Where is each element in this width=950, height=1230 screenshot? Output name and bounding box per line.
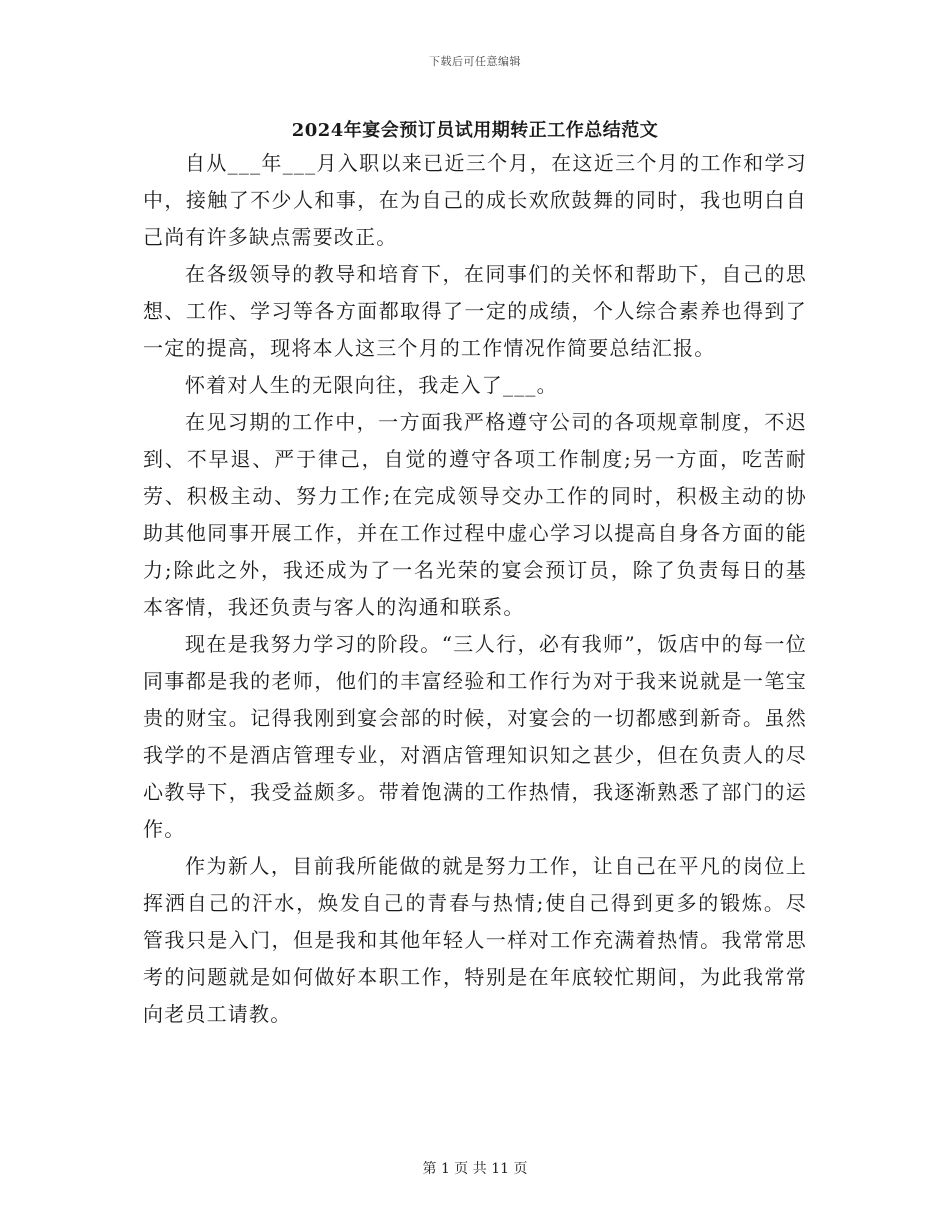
- paragraph-1: 自从___年___月入职以来已近三个月，在这近三个月的工作和学习中，接触了不少人和事，在为自己的成长欢欣鼓舞的同时，我也明白自己尚有许多缺点需要改正。: [143, 151, 807, 249]
- document-title: 2024年宴会预订员试用期转正工作总结范文: [291, 120, 659, 141]
- page-number-footer: 第 1 页 共 11 页: [422, 1161, 528, 1177]
- paragraph-3: 怀着对人生的无限向往，我走入了___。: [185, 373, 558, 397]
- paragraph-2: 在各级领导的教导和培育下，在同事们的关怀和帮助下，自己的思想、工作、学习等各方面都取得了一定的成绩，个人综合素养也得到了一定的提高，现将本人这三个月的工作情况作简要总结汇报。: [143, 262, 807, 360]
- paragraph-4: 在见习期的工作中，一方面我严格遵守公司的各项规章制度，不迟到、不早退、严于律己，自觉的遵守各项工作制度;另一方面，吃苦耐劳、积极主动、努力工作;在完成领导交办工作的同时，积极主动的协助其他同事开展工作，并在工作过程中虚心学习以提高自身各方面的能力;除此之外，我还成为了一名光荣的宴会预订员，除了负责每日的基本客情，我还负责与客人的沟通和联系。: [143, 410, 807, 619]
- header-note: 下载后可任意编辑: [429, 55, 521, 68]
- paragraph-6: 作为新人，目前我所能做的就是努力工作，让自己在平凡的岗位上挥洒自己的汗水，焕发自己的青春与热情;使自己得到更多的锻炼。尽管我只是入门，但是我和其他年轻人一样对工作充满着热情。我常常思考的问题就是如何做好本职工作，特别是在年底较忙期间，为此我常常向老员工请教。: [143, 854, 807, 1026]
- paragraph-5: 现在是我努力学习的阶段。“三人行，必有我师”，饭店中的每一位同事都是我的老师，他们的丰富经验和工作行为对于我来说就是一笔宝贵的财宝。记得我刚到宴会部的时候，对宴会的一切都感到新奇。虽然我学的不是酒店管理专业，对酒店管理知识知之甚少，但在负责人的尽心教导下，我受益颇多。带着饱满的工作热情，我逐渐熟悉了部门的运作。: [143, 632, 807, 841]
- document-body: [143, 145, 807, 1033]
